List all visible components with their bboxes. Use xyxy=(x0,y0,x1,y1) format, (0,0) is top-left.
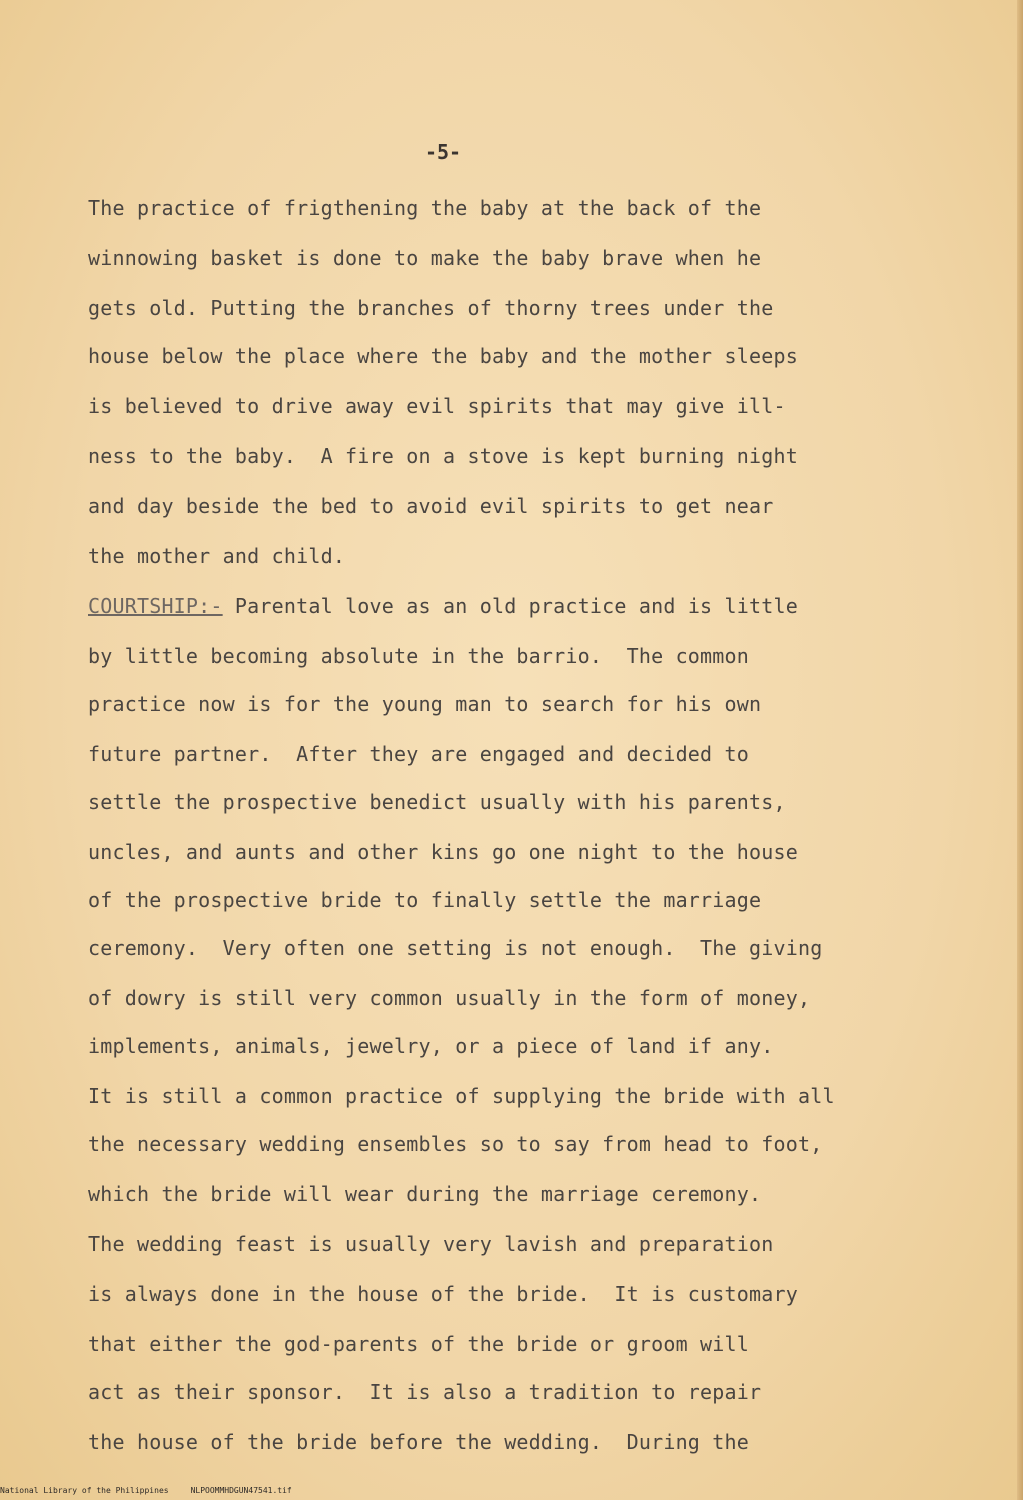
text-line: that either the god-parents of the bride or groom will xyxy=(88,1332,750,1356)
text-line: The practice of frigthening the baby at the back of the xyxy=(88,196,762,220)
text-line: the necessary wedding ensembles so to say from head to foot, xyxy=(88,1132,823,1156)
text-line: is believed to drive away evil spirits that may give ill- xyxy=(88,394,786,418)
text-line: settle the prospective benedict usually with his parents, xyxy=(88,790,786,814)
text-line: winnowing basket is done to make the baby brave when he xyxy=(88,246,762,270)
text-line: gets old. Putting the branches of thorny trees under the xyxy=(88,296,774,320)
text-line: uncles, and aunts and other kins go one night to the house xyxy=(88,840,798,864)
text-line: the house of the bride before the wedding. During the xyxy=(88,1430,750,1454)
text-line: practice now is for the young man to search for his own xyxy=(88,692,762,716)
text-line: is always done in the house of the bride. It is customary xyxy=(88,1282,798,1306)
text-line: future partner. After they are engaged and decided to xyxy=(88,742,750,766)
text-line: ceremony. Very often one setting is not enough. The giving xyxy=(88,936,823,960)
text-line: It is still a common practice of supplying the bride with all xyxy=(88,1084,835,1108)
text-line: which the bride will wear during the marriage ceremony. xyxy=(88,1182,762,1206)
library-credit: National Library of the Philippines xyxy=(0,1486,169,1495)
text-line: the mother and child. xyxy=(88,544,346,568)
text-line: and day beside the bed to avoid evil spirits to get near xyxy=(88,494,774,518)
scan-footer xyxy=(0,1486,292,1495)
text-line: implements, animals, jewelry, or a piece of land if any. xyxy=(88,1034,774,1058)
text-line: of the prospective bride to finally settle the marriage xyxy=(88,888,762,912)
courtship-paragraph-start xyxy=(88,594,798,618)
file-identifier: NLPOOMMHDGUN47541.tif xyxy=(190,1486,292,1495)
text-line: by little becoming absolute in the barrio. The common xyxy=(88,644,750,668)
text-line: The wedding feast is usually very lavish and preparation xyxy=(88,1232,774,1256)
courtship-heading: COURTSHIP:- xyxy=(88,594,223,618)
text-line: house below the place where the baby and the mother sleeps xyxy=(88,344,798,368)
text-line: ness to the baby. A fire on a stove is kept burning night xyxy=(88,444,798,468)
text-line: act as their sponsor. It is also a tradition to repair xyxy=(88,1380,762,1404)
page-number: -5- xyxy=(424,140,462,164)
text-line: Parental love as an old practice and is little xyxy=(222,594,798,618)
text-line: of dowry is still very common usually in the form of money, xyxy=(88,986,811,1010)
